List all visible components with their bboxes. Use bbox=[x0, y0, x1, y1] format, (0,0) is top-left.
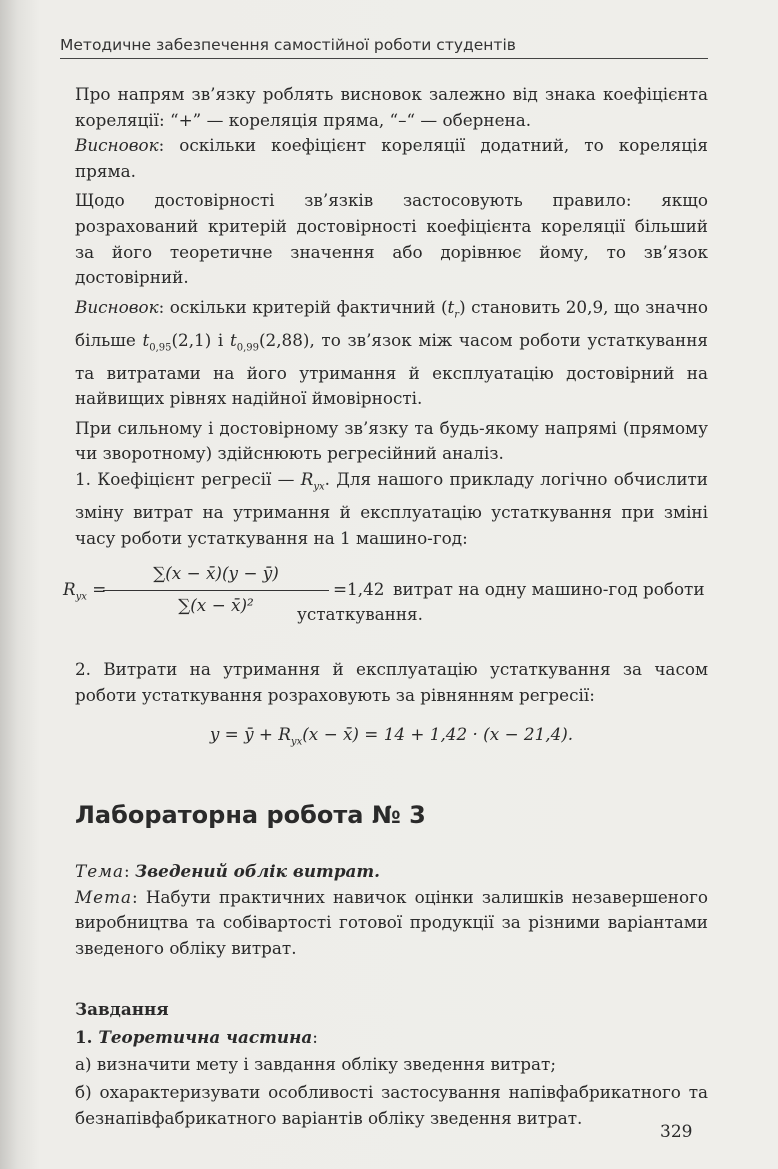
text-span: 1. Коефіцієнт регресії — bbox=[75, 469, 301, 490]
running-header: Методичне забезпечення самостійної роботи студентів bbox=[60, 36, 708, 59]
task-1-heading bbox=[75, 1025, 708, 1051]
r-sub: yx bbox=[313, 481, 325, 493]
task-item-a bbox=[75, 1052, 708, 1078]
page-content bbox=[63, 82, 708, 1131]
text-span: ) становить 20,9, що значно більше bbox=[75, 296, 708, 350]
t95-symbol: t bbox=[142, 329, 150, 350]
regression-equation-intro-text: 2. Витрати на утримання й експлуатацію устаткування за часом роботи устаткування розраховують за рівнянням регресії: bbox=[75, 659, 708, 705]
formula-fraction bbox=[103, 561, 329, 618]
task-1-colon: : bbox=[312, 1026, 318, 1047]
text-span: , то зв’язок між часом роботи устаткування та витратами на його утримання й експлуатацію достовірний на найвищих рівнях надійної ймовірності. bbox=[75, 329, 708, 409]
task-1-number: 1. bbox=[75, 1026, 99, 1047]
page-number: 329 bbox=[660, 1122, 693, 1142]
t99-sub: 0,99 bbox=[236, 342, 259, 354]
conclusion-label: Висновок bbox=[75, 135, 159, 156]
formula-numerator: ∑(x − x̄)(y − ȳ) bbox=[103, 561, 329, 591]
paragraph-conclusion-1 bbox=[75, 133, 708, 184]
paragraph-regression-equation-intro bbox=[75, 657, 708, 708]
task-item-b-text: б) охарактеризувати особливості застосування напівфабрикатного та безнапівфабрикатного варіантів обліку зведення витрат. bbox=[75, 1082, 708, 1128]
t99-value: (2,88) bbox=[258, 329, 310, 350]
task-item-b bbox=[75, 1080, 708, 1131]
goal-label: Мета bbox=[75, 886, 133, 907]
formula-r-sub: yx bbox=[75, 591, 87, 603]
equation-sub: yx bbox=[290, 736, 303, 748]
topic-value: Зведений облік витрат. bbox=[135, 860, 381, 881]
formula-lhs bbox=[63, 577, 106, 610]
topic-label: Тема bbox=[75, 860, 125, 881]
formula-r: R bbox=[63, 579, 76, 600]
lab-work-title: Лабораторна робота № 3 bbox=[75, 801, 426, 830]
text-span: . Для нашого прикладу логічно обчислити зміну витрат на утримання й експлуатацію устаткування при зміні часу роботи устаткування на 1 машино-год: bbox=[75, 469, 708, 548]
equation-part-1: y = ȳ + R bbox=[209, 724, 291, 745]
regression-intro-text: При сильному і достовірному зв’язку та будь-якому напрямі (прямому чи зворотному) здійснюють регресійний аналіз. bbox=[75, 417, 708, 464]
paragraph-direction-text: Про напрям зв’язку роблять висновок залежно від знака коефіцієнта кореляції: “+” — кореляція пряма, “–“ — обернена. bbox=[75, 84, 708, 130]
text-span: і bbox=[211, 329, 230, 350]
task-1-label: Теоретична частина bbox=[98, 1026, 313, 1047]
task-heading: Завдання bbox=[75, 999, 169, 1020]
formula-description-1: витрат на одну машино-год роботи bbox=[393, 579, 705, 600]
r-symbol: R bbox=[300, 469, 314, 490]
lab-goal bbox=[75, 885, 708, 962]
paragraph-regression-coef bbox=[75, 467, 708, 551]
t-symbol: t bbox=[447, 296, 455, 317]
formula-description-2: устаткування. bbox=[297, 604, 423, 625]
colon: : bbox=[124, 860, 136, 881]
conclusion-label: Висновок bbox=[75, 296, 159, 317]
text-span: : оскільки критерій фактичний ( bbox=[158, 296, 448, 317]
equation-part-2: (x − x̄) = 14 + 1,42 · (x − 21,4). bbox=[302, 724, 574, 745]
formula-result: =1,42 bbox=[333, 579, 385, 600]
reliability-rule-text: Щодо достовірності зв’язків застосовують правило: якщо розрахований критерій достовірності коефіцієнта кореляції більший за його теоретичне значення або дорівнює йому, то зв’язок достовірний. bbox=[75, 190, 708, 288]
t95-sub: 0,95 bbox=[149, 342, 172, 354]
formula-eq: = bbox=[92, 579, 107, 600]
goal-text: : Набути практичних навичок оцінки залишків незавершеного виробництва та собівартості готової продукції за різними варіантами зведеного обліку витрат. bbox=[75, 886, 708, 958]
task-item-a-text: а) визначити мету і завдання обліку зведення витрат; bbox=[75, 1054, 556, 1075]
t95-value: (2,1) bbox=[171, 329, 212, 350]
paragraph-regression-intro bbox=[75, 416, 708, 467]
paragraph-reliability-rule bbox=[75, 188, 708, 290]
t-sub: r bbox=[454, 309, 460, 321]
formula-denominator: ∑(x − x̄)² bbox=[178, 594, 254, 615]
lab-topic bbox=[75, 859, 708, 885]
paragraph-direction bbox=[75, 82, 708, 133]
paragraph-conclusion-2 bbox=[75, 295, 708, 412]
regression-equation bbox=[75, 722, 708, 755]
conclusion-text: : оскільки коефіцієнт кореляції додатний, то кореляція пряма. bbox=[75, 135, 708, 181]
t99-symbol: t bbox=[229, 329, 237, 350]
regression-coefficient-formula bbox=[63, 561, 708, 635]
